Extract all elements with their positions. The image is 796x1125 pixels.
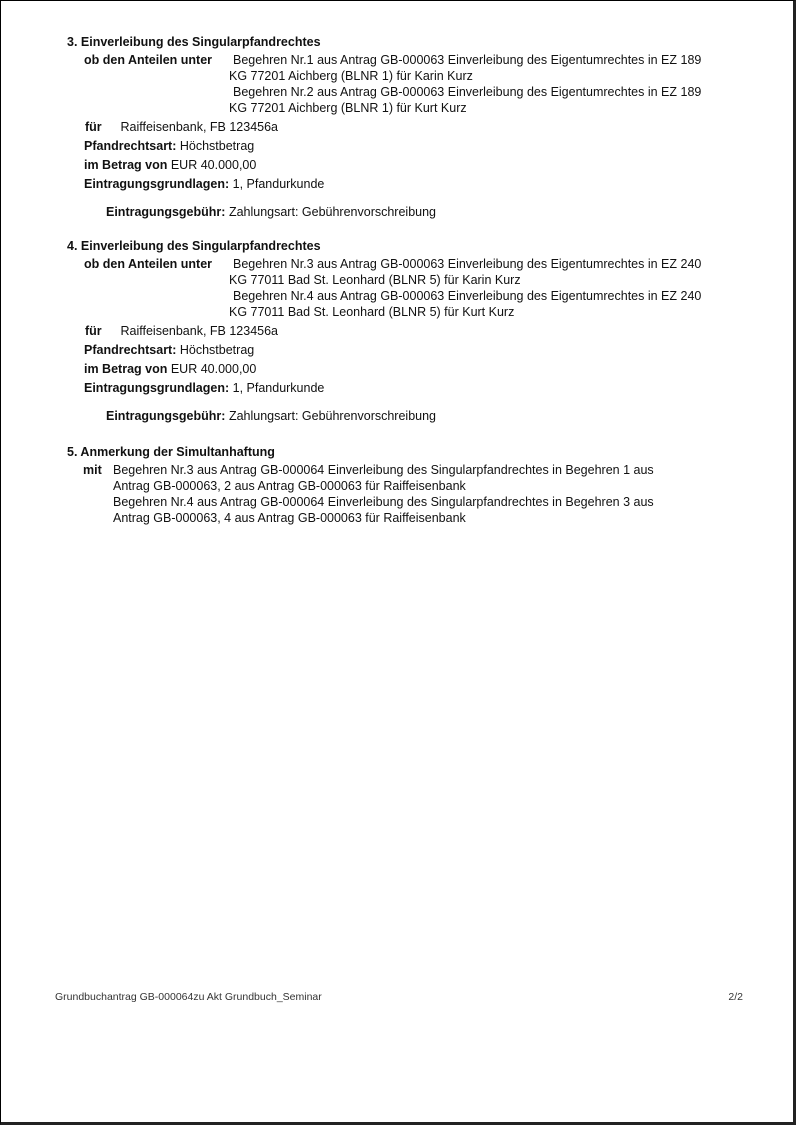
fuer-label: für xyxy=(85,324,102,338)
anteile-line: Begehren Nr.2 aus Antrag GB-000063 Einverleibung des Eigentumrechtes in EZ 189 xyxy=(233,85,702,99)
anteile-line: KG 77011 Bad St. Leonhard (BLNR 5) für Kurt Kurz xyxy=(229,305,515,319)
fuer-value: Raiffeisenbank, FB 123456a xyxy=(120,120,279,134)
anteile-line: Begehren Nr.1 aus Antrag GB-000063 Einverleibung des Eigentumrechtes in EZ 189 xyxy=(233,53,702,67)
anteile-block xyxy=(67,256,757,320)
section-4 xyxy=(67,238,757,424)
anteile-line: KG 77011 Bad St. Leonhard (BLNR 5) für Karin Kurz xyxy=(229,273,521,287)
betrag-row xyxy=(67,361,757,377)
betrag-label: im Betrag von xyxy=(84,362,168,376)
mit-line: Begehren Nr.4 aus Antrag GB-000064 Einverleibung des Singularpfandrechtes in Begehren 3 aus xyxy=(113,495,654,509)
mit-lines xyxy=(113,462,654,526)
pfandrechtsart-value: Höchstbetrag xyxy=(179,343,255,357)
gebuehr-value: Zahlungsart: Gebührenvorschreibung xyxy=(228,409,437,423)
anteile-block xyxy=(67,52,757,116)
pfandrechtsart-row xyxy=(67,138,757,154)
section-title: 4. Einverleibung des Singularpfandrechtes xyxy=(67,239,321,253)
anteile-line: KG 77201 Aichberg (BLNR 1) für Kurt Kurz xyxy=(229,101,467,115)
pfandrechtsart-label: Pfandrechtsart: xyxy=(84,343,177,357)
grundlagen-row xyxy=(67,176,757,192)
grundlagen-label: Eintragungsgrundlagen: xyxy=(84,381,230,395)
gebuehr-value: Zahlungsart: Gebührenvorschreibung xyxy=(228,205,437,219)
mit-block xyxy=(67,462,757,526)
grundlagen-value: 1, Pfandurkunde xyxy=(232,381,325,395)
section-3 xyxy=(67,34,757,220)
pfandrechtsart-label: Pfandrechtsart: xyxy=(84,139,177,153)
section-title: 5. Anmerkung der Simultanhaftung xyxy=(67,445,275,459)
betrag-row xyxy=(67,157,757,173)
gebuehr-label: Eintragungsgebühr: xyxy=(106,205,226,219)
anteile-label: ob den Anteilen unter xyxy=(84,257,213,271)
mit-line: Antrag GB-000063, 2 aus Antrag GB-000063 für Raiffeisenbank xyxy=(113,479,466,493)
page-footer xyxy=(55,991,743,1003)
anteile-line: KG 77201 Aichberg (BLNR 1) für Karin Kurz xyxy=(229,69,473,83)
fuer-value: Raiffeisenbank, FB 123456a xyxy=(120,324,279,338)
page-number: 2/2 xyxy=(728,991,743,1003)
anteile-label: ob den Anteilen unter xyxy=(84,53,213,67)
mit-line: Begehren Nr.3 aus Antrag GB-000064 Einverleibung des Singularpfandrechtes in Begehren 1 aus xyxy=(113,463,654,477)
anteile-lines xyxy=(229,256,757,320)
grundlagen-row xyxy=(67,380,757,396)
grundlagen-value: 1, Pfandurkunde xyxy=(232,177,325,191)
betrag-value: EUR 40.000,00 xyxy=(170,362,257,376)
betrag-value: EUR 40.000,00 xyxy=(170,158,257,172)
footer-reference: Grundbuchantrag GB-000064zu Akt Grundbuch_Seminar xyxy=(55,991,322,1003)
pfandrechtsart-row xyxy=(67,342,757,358)
gebuehr-row xyxy=(67,204,757,220)
anteile-line: Begehren Nr.4 aus Antrag GB-000063 Einverleibung des Eigentumrechtes in EZ 240 xyxy=(233,289,702,303)
betrag-label: im Betrag von xyxy=(84,158,168,172)
section-title: 3. Einverleibung des Singularpfandrechtes xyxy=(67,35,321,49)
gebuehr-label: Eintragungsgebühr: xyxy=(106,409,226,423)
section-5 xyxy=(67,444,757,526)
pfandrechtsart-value: Höchstbetrag xyxy=(179,139,255,153)
mit-label: mit xyxy=(83,463,102,477)
fuer-row xyxy=(67,119,757,135)
gebuehr-row xyxy=(67,408,757,424)
anteile-line: Begehren Nr.3 aus Antrag GB-000063 Einverleibung des Eigentumrechtes in EZ 240 xyxy=(233,257,702,271)
fuer-row xyxy=(67,323,757,339)
anteile-lines xyxy=(229,52,757,116)
grundlagen-label: Eintragungsgrundlagen: xyxy=(84,177,230,191)
fuer-label: für xyxy=(85,120,102,134)
mit-line: Antrag GB-000063, 4 aus Antrag GB-000063 für Raiffeisenbank xyxy=(113,511,466,525)
